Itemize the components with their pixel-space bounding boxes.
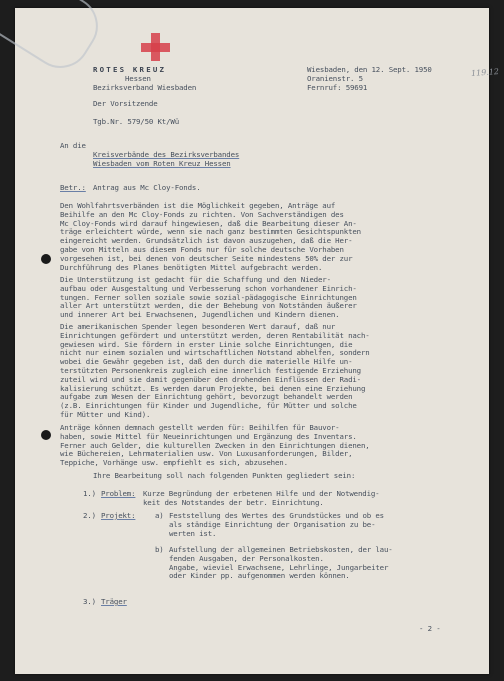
list-item-3-number: 3.)	[83, 597, 96, 606]
list-item-2-label: Projekt:	[101, 511, 136, 520]
list-item-2a-text: Feststellung des Wertes des Grundstückes und ob es als ständige Einrichtung der Organisation zu be- werten ist.	[169, 511, 384, 538]
list-item-1-label: Problem:	[101, 489, 136, 498]
paragraph-5: Ihre Bearbeitung soll nach folgenden Punkten gegliedert sein:	[93, 471, 356, 480]
list-item-3-label: Träger	[101, 597, 127, 606]
page-number: - 2 -	[419, 624, 441, 633]
list-item-1-number: 1.)	[83, 489, 96, 498]
subject-label: Betr.:	[60, 183, 86, 192]
list-item-2a-letter: a)	[155, 511, 164, 520]
recipient-line-3: Wiesbaden vom Roten Kreuz Hessen	[93, 159, 231, 168]
street-address: Oranienstr. 5	[307, 74, 363, 83]
chair-title: Der Vorsitzende	[93, 99, 158, 108]
list-item-2-number: 2.)	[83, 511, 96, 520]
document-page	[15, 8, 500, 674]
paragraph-4: Anträge können demnach gestellt werden für: Beihilfen für Bauvor- haben, sowie Mittel für Neueinrichtungen und Ergänzung des Inventars. Ferner auch Gelder, die kulturellen Zwecken in den Einrichtungen dienen, wie Büchereien, Lehrmaterialien usw. Von Luxusanforderungen, Bilder, Teppiche, Vorhänge usw. empfiehlt es sich, abzusehen.	[60, 423, 370, 468]
place-date: Wiesbaden, den 12. Sept. 1950	[307, 65, 432, 74]
list-item-2b-text: Aufstellung der allgemeinen Betriebskosten, der lau- fenden Ausgaben, der Personalkosten. Angabe, wieviel Erwachsene, Lehrlinge, Jungarbeiter oder Kinder pp. aufgenommen werden können.	[169, 545, 393, 581]
list-item-2b-letter: b)	[155, 545, 164, 554]
recipient-line-1: An die	[60, 141, 86, 150]
list-item-1-text: Kurze Begründung der erbetenen Hilfe und der Notwendig- keit des Notstandes der betr. Einrichtung.	[143, 489, 380, 507]
punch-hole-top	[41, 254, 51, 264]
phone-number: Fernruf: 59691	[307, 83, 368, 92]
red-cross-logo-bar	[141, 43, 170, 52]
paragraph-1: Den Wohlfahrtsverbänden ist die Möglichkeit gegeben, Anträge auf Beihilfe an den Mc Cloy-Fonds zu richten. Von Sachverständigen des Mc Cloy-Fonds wird darauf hingewiesen, daß die Bearbeitung dieser An- träge erleichtert würde, wenn sie nach ganz bestimmten Gesichtspunkten eingereicht werden. Grundsätzlich ist davon auszugehen, daß die Her- gabe von Mitteln aus diesem Fonds nur für solche deutsche Vorhaben vorgesehen ist, bei denen von deutscher Seite mindestens 50% der zur Durchführung des Planes benötigten Mittel aufgebracht werden.	[60, 201, 361, 272]
paragraph-2: Die Unterstützung ist gedacht für die Schaffung und den Nieder- aufbau oder Ausgestaltung und Verbesserung schon vorhandener Einrich- tungen. Ferner sollen soziale sowie sozial-pädagogische Einrichtungen aller Art unterstützt werden, die der Behebung von Notständen äußerer und innerer Art bei Erwachsenen, Jugendlichen und Kindern dienen.	[60, 275, 357, 320]
org-state: Hessen	[125, 74, 151, 83]
paragraph-3: Die amerikanischen Spender legen besonderen Wert darauf, daß nur Einrichtungen gefördert und unterstützt werden, deren Rentabilität nach- gewiesen wird. Sie fördern in erster Linie solche Einrichtungen, die nicht nur einem sozialen und wirtschaftlichen Notstand abhelfen, sondern wobei die Gewähr gegeben ist, daß den durch die materielle Hilfe un- terstützten Personenkreis zugleich eine innerlich festigende Erziehung zuteil wird und sie damit gegenüber den drohenden Einflüssen der Radi- kalisierung schützt. Es werden darum Projekte, bei denen eine Erziehung aufgabe zum Wesen der Einrichtung gehört, bevorzugt behandelt werden (z.B. Einrichtungen für Kinder und Jugendliche, für Mütter und solche für Mütter und Kind).	[60, 322, 370, 419]
reference-number: Tgb.Nr. 579/50 Kt/Wü	[93, 117, 179, 126]
punch-hole-bottom	[41, 430, 51, 440]
recipient-line-2: Kreisverbände des Bezirksverbandes	[93, 150, 240, 159]
handwritten-annotation: 119.12	[470, 67, 500, 78]
subject-text: Antrag aus Mc Cloy-Fonds.	[93, 183, 201, 192]
org-name: ROTES KREUZ	[93, 65, 167, 74]
org-district: Bezirksverband Wiesbaden	[93, 83, 197, 92]
